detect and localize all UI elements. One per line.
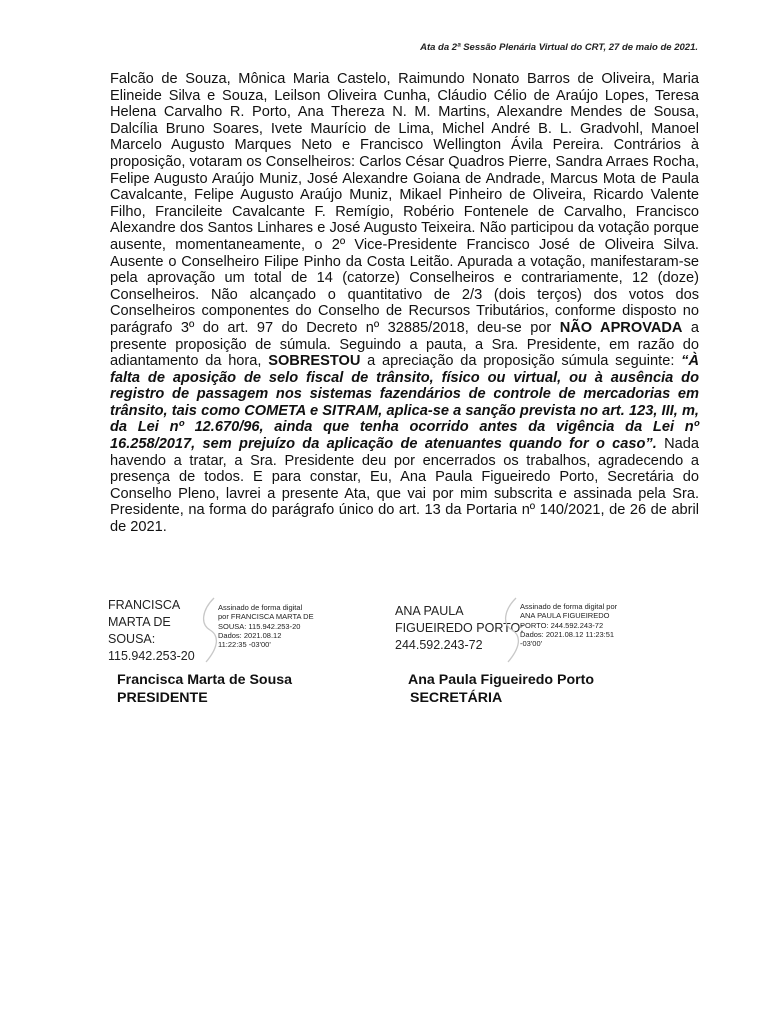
signature-info-line: ANA PAULA FIGUEIREDO bbox=[520, 611, 610, 621]
printed-name-president bbox=[117, 671, 292, 707]
signer-name-line: FIGUEIREDO PORTO: bbox=[395, 621, 524, 635]
digital-signature-info-president bbox=[218, 603, 314, 649]
signer-role: PRESIDENTE bbox=[117, 690, 208, 706]
digital-signature-info-secretary bbox=[520, 602, 617, 648]
signer-id-line: 115.942.253-20 bbox=[108, 649, 195, 663]
result-suspended: SOBRESTOU bbox=[268, 353, 361, 370]
signature-info-line: Assinado de forma digital bbox=[218, 603, 303, 612]
signature-info-line: -03'00' bbox=[520, 639, 543, 649]
signer-id-line: 244.592.243-72 bbox=[395, 638, 483, 652]
signer-name-line: FRANCISCA bbox=[108, 598, 181, 612]
signer-name-line: MARTA DE bbox=[108, 615, 171, 629]
page-header: Ata da 2ª Sessão Plenária Virtual do CRT, 27 de maio de 2021. bbox=[420, 42, 698, 53]
signature-block-president bbox=[108, 597, 195, 665]
result-not-approved: NÃO APROVADA bbox=[559, 319, 683, 336]
body-text-3: a apreciação da proposição súmula seguinte: bbox=[360, 353, 682, 370]
signature-info-line: Dados: 2021.08.12 bbox=[218, 630, 282, 640]
signature-info-line: por FRANCISCA MARTA DE bbox=[218, 612, 314, 622]
signature-info-line: SOUSA: 115.942.253-20 bbox=[218, 621, 301, 631]
signature-info-line: PORTO: 244.592.243-72 bbox=[520, 620, 604, 630]
summary-quote: “À falta de aposição de selo fiscal de trânsito, físico ou virtual, ou à ausência do registro de passagem nos sistemas fazendários de controle de mercadorias em trânsito, tais como COMETA e SITRAM, aplica-se a sanção prevista no art. 123, III, m, da Lei nº 12.670/96, ainda que tenha ocorrido antes da vigência da Lei nº 16.258/2017, sem prejuízo da aplicação de atenuantes quando for o caso”. bbox=[110, 353, 699, 453]
printed-name-secretary bbox=[408, 671, 594, 707]
minutes-body bbox=[110, 71, 699, 536]
signer-name-line: ANA PAULA bbox=[395, 604, 464, 618]
minutes-paragraph bbox=[110, 71, 699, 536]
signer-name-line: SOUSA: bbox=[108, 632, 156, 646]
body-text-4: Nada havendo a tratar, a Sra. Presidente deu por encerrados os trabalhos, agradecendo a presença de todos. E para constar, Eu, Ana Paula Figueiredo Porto, Secretária do Conselho Pleno, lavrei a presente Ata, que vai por mim subscrita e assinada pela Sra. Presidente, na forma do parágrafo único do art. 13 da Portaria nº 140/2021, de 26 de abril de 2021. bbox=[110, 436, 699, 536]
signer-printed-name: Francisca Marta de Sousa bbox=[117, 672, 293, 688]
body-text-1: Falcão de Souza, Mônica Maria Castelo, Raimundo Nonato Barros de Oliveira, Maria Elineide Silva e Souza, Leilson Oliveira Cunha, Cláudio Célio de Araújo Lopes, Teresa Helena Carvalho R. Porto, Ana Thereza N. M. Martins, Alexandre Mendes de Sousa, Dalcília Bruno Soares, Ivete Maurício de Lima, Michel André B. L. Gradvohl, Manoel Marcelo Augusto Marques Neto e Francisco Wellington Ávila Pereira. Contrários à proposição, votaram os Conselheiros: Carlos César Quadros Pierre, Sandra Arraes Rocha, Felipe Augusto Araújo Muniz, José Alexandre Goiana de Andrade, Marcus Mota de Paula Cavalcante, Felipe Augusto Araújo Muniz, Mikael Pinheiro de Oliveira, Ricardo Valente Filho, Francileite Cavalcante F. Remígio, Robério Fontenele de Carvalho, Francisco Alexandre dos Santos Linhares e José Augusto Teixeira. Não participou da votação porque ausente, momentaneamente, o 2º Vice-Presidente Francisco José de Oliveira Silva. Ausente o Conselheiro Filipe Pinho da Costa Leitão. Apurada a votação, manifestaram-se pela aprovação um total de 14 (catorze) Conselheiros e contrariamente, 12 (doze) Conselheiros. Não alcançado o quantitativo de 2/3 (dois terços) dos votos dos Conselheiros componentes do Conselho de Recursos Tributários, conforme disposto no parágrafo 3º do art. 97 do Decreto nº 32885/2018, deu-se por bbox=[110, 71, 699, 336]
signature-info-line: Assinado de forma digital por bbox=[520, 602, 618, 611]
signer-printed-name: Ana Paula Figueiredo Porto bbox=[408, 672, 595, 688]
signature-info-line: 11:22:35 -03'00' bbox=[218, 640, 271, 650]
body-text-2: a presente proposição de súmula. Seguindo a pauta, a Sra. Presidente, em razão do adiantamento da hora, bbox=[110, 319, 700, 370]
signature-info-line: Dados: 2021.08.12 11:23:51 bbox=[520, 629, 615, 639]
signer-role: SECRETÁRIA bbox=[410, 690, 503, 706]
